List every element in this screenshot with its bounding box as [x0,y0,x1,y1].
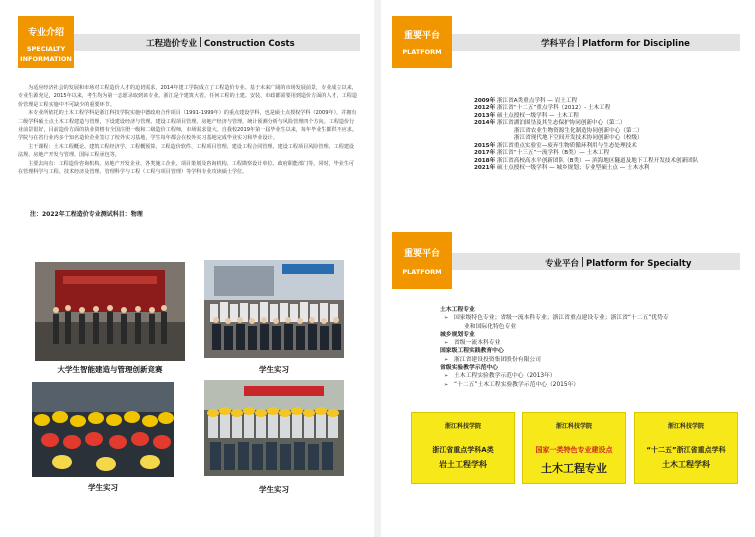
internship-photo [204,260,344,358]
section-tag-platform [392,232,452,289]
discipline-row [474,105,698,112]
plaque-title: “十二五”浙江省重点学科 [646,446,726,454]
discipline-year: 2021年 [474,165,496,172]
discipline-text: 浙江省湖泊围垦及其生态保护协同创新中心（第二） [496,120,626,127]
specialty-item [440,339,669,347]
specialty-item-text: 土木工程实验教学示范中心（2013年） [454,373,556,380]
specialty-item [440,372,669,380]
specialty-list [440,306,669,389]
discipline-text: 浙江省“十二五”重点学科（2012）- 土木工程 [496,105,611,112]
section-title-cn: 工程造价专业 [146,39,198,49]
discipline-year: 2014年 [474,120,496,127]
specialty-item: 业和国际化特色专业 [464,323,517,330]
plaque-institution: 浙江科技学院 [667,423,704,430]
photo-caption: 大学生智能建造与管理创新竞赛 [57,365,163,374]
intro-text [18,84,358,176]
specialty-heading: 省级实验教学示范中心 [440,365,498,372]
discipline-year: 2018年 [474,157,496,164]
specialty-item [440,356,669,364]
tag-subtitle: INFORMATION [20,55,72,63]
internship-photo [204,380,344,476]
photo-caption: 学生实习 [88,483,118,492]
discipline-year: 2012年 [474,105,496,112]
honor-plaque [634,412,738,484]
section-tag-platform [392,16,452,68]
tag-subtitle: SPECIALTY [26,45,66,53]
discipline-text: 浙江省现代地下空间开发技术协同创新中心（校级） [514,135,643,142]
title-divider [578,37,579,47]
exam-note: 注：2022年工程造价专业测试科目：物理 [30,211,143,218]
discipline-text: 硕士点授权一级学科 — 土木工程 [496,112,579,119]
tag-title: 重要平台 [403,249,440,259]
internship-photo-art [32,382,174,477]
competition-photo [35,262,185,361]
section-title-en: Platform for Discipline [582,39,690,49]
specialty-heading: 国家级工程实践教育中心 [440,348,504,355]
discipline-text: 浙江省重点实验室—废弃生物质循环利用与生态处理技术 [496,142,637,149]
title-divider [200,37,201,47]
plaque-title: 浙江省重点学科A类 [432,446,494,454]
intro-paragraph: 主干课程：土木工程概论、建筑工程经济学、工程概预算、工程造价软件、工程项目管理、建设工程合同管理、建设工程项目风险管理、工程建设法规、房地产开发与管理、国际工程承包等。 [18,143,355,159]
discipline-text: 浙江省A类重点学科 — 岩土工程 [496,98,578,104]
discipline-year: 2013年 [474,112,496,119]
section-title [545,257,691,269]
discipline-year: 2015年 [474,142,496,149]
discipline-text: 浙江省“十三五”一流学科（B类）— 土木工程 [496,150,610,157]
specialty-item-text: 省级一流本科专业 [454,340,501,347]
plaque-title: 国家一类特色专业建设点 [535,446,613,454]
discipline-year: 2009年 [474,98,496,104]
photo-caption: 学生实习 [259,365,289,374]
specialty-heading: 城乡规划专业 [440,331,475,338]
section-title [541,37,690,49]
specialty-item-text: 浙江省建设投资集团股份有限公司 [454,356,541,363]
section-title-cn: 学科平台 [541,39,576,49]
internship-photo-art [204,260,344,358]
section-tag-specialty [18,16,74,68]
discipline-text: 硕士点授权一级学科 — 城乡规划；专业型硕士点 — 土木水利 [496,165,650,172]
specialty-item-text: “十二五”土木工程实验教学示范中心（2015年） [454,381,580,388]
photo-caption: 学生实习 [259,485,289,494]
page-gutter [374,0,381,537]
specialty-heading: 土木工程专业 [440,307,475,313]
plaque-subject: 岩土工程学科 [439,460,487,469]
tag-subtitle: PLATFORM [402,48,442,56]
discipline-list [474,98,698,173]
tag-title: 专业介绍 [27,28,64,38]
specialty-item [440,381,669,389]
left-page [0,0,374,537]
section-title-en: Platform for Specialty [586,259,692,269]
arrow-bullet-icon: ➢ [444,340,449,347]
section-title-en: Construction Costs [204,39,295,49]
specialty-item-text: 国家级特色专业；省级一流本科专业；浙江省重点建设专业；浙江省“十二五”优势专 [454,315,669,322]
discipline-text: 浙江省高校高水平创新团队（B类）— 滨海地区隧道及地下工程开发技术创新团队 [496,157,699,164]
intro-paragraph: 主要去向有：工程造价咨询机构、房地产开发企业、各类施工企业、项目策划及咨询机构、工程勘察设计单位、政府职能部门等。同时，毕业生可在管理科学与工程、技术经济及管理、管理科学与工程（工程与项目管理）等学科专业攻读硕士学位。 [18,160,355,176]
section-title [146,37,295,49]
discipline-row [474,120,698,127]
competition-photo-art [35,262,185,361]
discipline-text: 浙江省农业生物资源生化制造协同创新中心（第二） [514,127,643,134]
plaque-institution: 浙江科技学院 [444,423,481,430]
specialty-item [440,314,669,322]
discipline-row [474,135,698,142]
arrow-bullet-icon: ➢ [444,315,449,322]
discipline-year: 2017年 [474,150,496,157]
internship-photo [32,382,174,477]
plaque-institution: 浙江科技学院 [555,423,592,430]
discipline-row [474,150,698,157]
arrow-bullet-icon: ➢ [444,356,449,363]
plaque-subject: 土木工程专业 [541,462,607,475]
internship-photo-art [204,380,344,476]
arrow-bullet-icon: ➢ [444,373,449,380]
discipline-row [474,158,698,165]
honor-plaque [411,412,515,484]
section-title-cn: 专业平台 [545,259,580,269]
tag-title: 重要平台 [403,31,440,41]
plaque-subject: 土木工程学科 [662,460,710,469]
tag-subtitle: PLATFORM [402,268,442,276]
discipline-row [474,165,698,172]
honor-plaque [522,412,626,484]
intro-paragraph: 本专业所依托的土木工程学科是浙江科技学院实施中德政府合作项目（1991-1999年）的重点建设学科，也是硕士点授权学科（2009年），并拥有二级学科硕士点土木工程建造与管理，下设建设经济与管理、建设工程项目管理、房地产经济与管理，统计预测分析与风险管理四个方向。工程造价行业前景很好，目前造价方面的执业资格有全国注册一级和二级造价工程师，市场需求量大。自我校2019年第一届毕业生以来，每年毕业生都供不应求。学院与在省行业内多个知名造价企业签订了校外实习基地，学生每年都会在校外实习基地完成毕业实习和毕业设计。 [18,110,357,142]
arrow-bullet-icon: ➢ [444,381,449,388]
title-divider [582,257,583,267]
intro-paragraph: 为适应经济社会的发展和市场对工程造价人才的迫切需求，2014年建工学院成立了工程造价专业。基于未来广阔的市场发展前景，专业成立以来，专业生源充足，2015年以来，考生均为第一志愿录取到该专业。浙江是个建筑大省，任何工程的土建、安装，市政都需要用到造价方面的人才，工程造价管理是工程实施中不可缺少的重要环节。 [18,85,357,108]
